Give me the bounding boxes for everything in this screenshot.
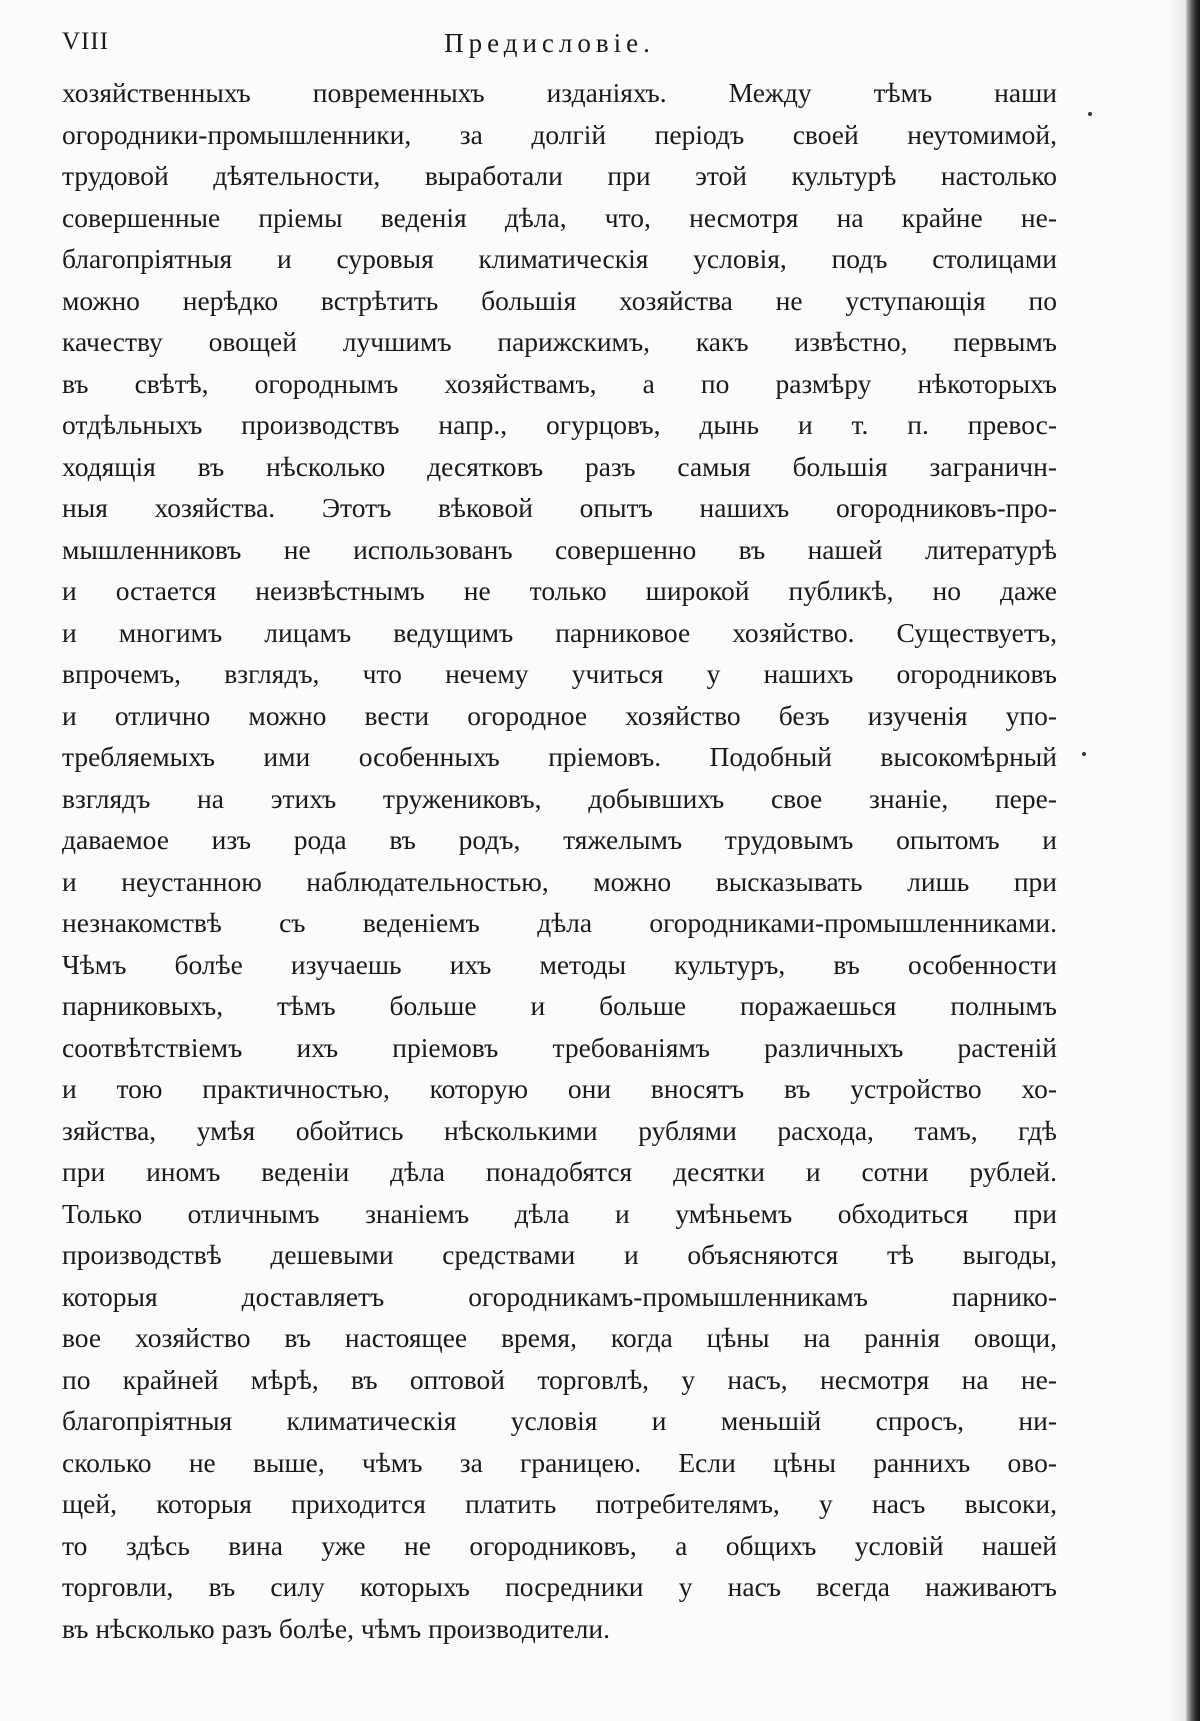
text-line: торговли, въ силу которыхъ посредники у насъ всегда наживаютъ	[62, 1571, 1057, 1602]
text-line: парниковыхъ, тѣмъ больше и больше поражаешься полнымъ	[62, 990, 1057, 1021]
text-line: трудовой дѣятельности, выработали при этой культурѣ настолько	[62, 160, 1057, 191]
text-line: по крайней мѣрѣ, въ оптовой торговлѣ, у насъ, несмотря на не-	[62, 1363, 1057, 1395]
text-line: Только отличнымъ знаніемъ дѣла и умѣньемъ обходиться при	[62, 1197, 1057, 1229]
body-text	[62, 72, 1057, 1649]
text-line: мышленниковъ не использованъ совершенно въ нашей литературѣ	[62, 533, 1057, 565]
text-line: щей, которыя приходится платить потребителямъ, у насъ высоки,	[62, 1488, 1057, 1519]
text-line: и отлично можно вести огородное хозяйство безъ изученія упо-	[62, 699, 1057, 731]
page-edge-shadow	[1168, 0, 1186, 1721]
text-line: огородники-промышленники, за долгій періодъ своей неутомимой,	[62, 118, 1057, 150]
text-line: совершенные пріемы веденія дѣла, что, несмотря на крайне не-	[62, 201, 1057, 233]
text-line: и неустанною наблюдательностью, можно высказывать лишь при	[62, 865, 1057, 897]
text-line: вое хозяйство въ настоящее время, когда цѣны на раннія овощи,	[62, 1322, 1057, 1353]
page-number: VIII	[62, 28, 110, 55]
text-line: и многимъ лицамъ ведущимъ парниковое хозяйство. Существуетъ,	[62, 616, 1057, 648]
text-line: незнакомствѣ съ веденіемъ дѣла огородниками-промышленниками.	[62, 907, 1057, 938]
text-line: можно нерѣдко встрѣтить большія хозяйства не уступающія по	[62, 284, 1057, 316]
scanned-page-edge	[1186, 0, 1200, 1721]
text-line: хозяйственныхъ повременныхъ изданіяхъ. Между тѣмъ наши	[62, 77, 1057, 108]
text-line: и остается неизвѣстнымъ не только широкой публикѣ, но даже	[62, 575, 1057, 606]
running-title: Предисловіе.	[444, 28, 655, 58]
text-line: сколько не выше, чѣмъ за границею. Если цѣны раннихъ ово-	[62, 1446, 1057, 1478]
text-line: соотвѣтствіемъ ихъ пріемовъ требованіямъ различныхъ растеній	[62, 1031, 1057, 1063]
text-line: отдѣльныхъ производствъ напр., огурцовъ, дынь и т. п. превос-	[62, 409, 1057, 440]
text-line: которыя доставляетъ огородникамъ-промышленникамъ парнико-	[62, 1280, 1057, 1312]
text-line: взглядъ на этихъ тружениковъ, добывшихъ свое знаніе, пере-	[62, 782, 1057, 814]
text-line: производствѣ дешевыми средствами и объясняются тѣ выгоды,	[62, 1239, 1057, 1270]
text-line: то здѣсь вина уже не огородниковъ, а общихъ условій нашей	[62, 1529, 1057, 1561]
text-line: зяйства, умѣя обойтись нѣсколькими рублями расхода, тамъ, гдѣ	[62, 1114, 1057, 1146]
text-line: ходящія въ нѣсколько десятковъ разъ самыя большія заграничн-	[62, 450, 1057, 482]
text-line: благопріятныя климатическія условія и меньшій спросъ, ни-	[62, 1405, 1057, 1436]
text-line: даваемое изъ рода въ родъ, тяжелымъ трудовымъ опытомъ и	[62, 824, 1057, 855]
text-line: и тою практичностью, которую они вносятъ въ устройство хо-	[62, 1073, 1057, 1104]
text-line: въ нѣсколько разъ болѣе, чѣмъ производители.	[62, 1612, 610, 1644]
text-line: въ свѣтѣ, огороднымъ хозяйствамъ, а по размѣру нѣкоторыхъ	[62, 367, 1057, 399]
text-line: благопріятныя и суровыя климатическія условія, подъ столицами	[62, 243, 1057, 274]
text-line: впрочемъ, взглядъ, что нечему учиться у нашихъ огородниковъ	[62, 658, 1057, 689]
scan-speck	[1082, 752, 1086, 756]
text-line: при иномъ веденіи дѣла понадобятся десятки и сотни рублей.	[62, 1156, 1057, 1187]
scan-speck	[1088, 112, 1092, 116]
text-line: ныя хозяйства. Этотъ вѣковой опытъ нашихъ огородниковъ-про-	[62, 492, 1057, 523]
text-line: качеству овощей лучшимъ парижскимъ, какъ извѣстно, первымъ	[62, 326, 1057, 357]
text-line: Чѣмъ болѣе изучаешь ихъ методы культуръ, въ особенности	[62, 948, 1057, 980]
text-line: требляемыхъ ими особенныхъ пріемовъ. Подобный высокомѣрный	[62, 741, 1057, 772]
page-header	[62, 28, 1037, 68]
